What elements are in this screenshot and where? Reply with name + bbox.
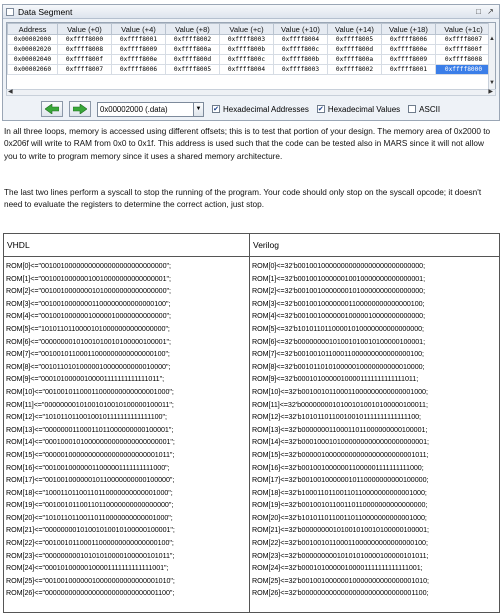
data-segment-title: Data Segment [18,6,73,17]
value-cell[interactable]: 0xffff8003 [274,65,328,75]
verilog-code-line: ROM[24]<=32'b00010100000100001111111111111001; [252,564,423,573]
value-cell[interactable]: 0xffff8000 [436,65,492,75]
data-segment-controls [3,99,499,119]
vhdl-code-line: ROM[7]<="00100101100011000000000000000100"; [6,350,170,359]
hex-addresses-checkbox[interactable] [212,105,309,114]
column-header[interactable]: Value (+0) [58,24,112,35]
verilog-code-column [250,257,499,612]
vhdl-code-line: ROM[13]<="00000001100011011000000000100001"; [6,425,174,434]
table-row [8,45,492,55]
verilog-code-line: ROM[0]<=32'b00100100000000000000000000000000; [252,262,426,270]
window-icon [6,8,14,16]
vhdl-code-line: ROM[23]<="00000000010101010000100000101011"; [6,551,175,560]
verilog-code-line: ROM[22]<=32'b00100101100011000000000000000100; [252,539,428,548]
data-segment-table [7,23,492,75]
verilog-header: Verilog [253,240,279,250]
verilog-code-line: ROM[6]<=32'b00000000101001010010100000100001; [252,337,426,346]
verilog-code-line: ROM[16]<=32'b00100100000011000001111111111000; [252,463,424,472]
verilog-code-line: ROM[18]<=32'b10001101100110110000000000001000; [252,488,427,497]
value-cell[interactable]: 0xffff800b [274,55,328,65]
vhdl-code-line: ROM[12]<="10101101100100101111111111111100"; [6,413,167,422]
vhdl-code-line: ROM[16]<="00100100000011000001111111111000"; [6,463,170,472]
horizontal-scrollbar[interactable] [6,89,496,96]
column-header[interactable]: Value (+18) [382,24,436,35]
vhdl-header: VHDL [4,234,250,256]
vhdl-code-line: ROM[19]<="00100101100110110000000000000000"; [6,501,174,510]
table-row [8,55,492,65]
value-cell[interactable]: 0xffff8001 [382,65,436,75]
checkbox-checked-icon: ✔ [317,106,324,113]
vhdl-code-line: ROM[15]<="00000100000000000000000000001011"; [6,450,175,459]
code-table [3,233,500,613]
vhdl-code-line: ROM[8]<="00101101010000010000000000010000"; [6,362,171,371]
checkbox-checked-icon: ✔ [213,106,219,113]
table-row [8,35,492,45]
value-cell[interactable]: 0xffff8006 [382,35,436,45]
vhdl-code-line: ROM[14]<="00010001010000000000000000000001"; [6,438,175,447]
column-header[interactable]: Value (+8) [166,24,220,35]
vhdl-code-line: ROM[22]<="00100101100011000000000000000100"; [6,539,174,548]
verilog-code-line: ROM[21]<=32'b00000000101001010010100000100001; [252,526,429,535]
value-cell[interactable]: 0xffff800a [328,55,382,65]
paragraph-syscall: The last two lines perform a syscall to stop the running of the program. Your code should only stop on the syscall opcode; it doesn't need to evaluate the registers to determine the correct action, just stop. [4,188,482,210]
ascii-checkbox[interactable] [408,105,440,114]
value-cell[interactable]: 0xffff8007 [58,65,112,75]
value-cell[interactable]: 0xffff8006 [112,65,166,75]
verilog-code-line: ROM[20]<=32'b10101101100110110000000000001000; [252,513,427,522]
vhdl-code-line: ROM[24]<="00010100000100001111111111111001"; [6,564,169,573]
verilog-code-line: ROM[5]<=32'b10101101100001010000000000000000; [252,324,424,333]
value-cell[interactable]: 0xffff8009 [382,55,436,65]
vhdl-code-line: ROM[21]<="00000000101001010010100000100001"; [6,526,175,535]
verilog-code-line: ROM[10]<=32'b00100101100011000000000000001000; [252,387,428,396]
value-cell[interactable]: 0xffff800e [112,55,166,65]
segment-select[interactable]: 0x00002000 (.data) [97,102,194,117]
address-cell[interactable]: 0x00002000 [8,35,58,45]
scroll-down-icon[interactable]: ▼ [489,80,495,86]
value-cell[interactable]: 0xffff8003 [220,35,274,45]
verilog-code-line: ROM[25]<=32'b00100100000010000000000000001010; [252,576,429,585]
scroll-right-icon[interactable]: ▶ [488,89,493,95]
verilog-code-line: ROM[15]<=32'b00000100000000000000000000001011; [252,450,429,459]
hex-addresses-label: Hexadecimal Addresses [223,104,309,114]
vhdl-code-column [4,257,250,612]
arrow-left-icon [45,104,59,114]
value-cell[interactable]: 0xffff8008 [58,45,112,55]
scroll-up-icon[interactable]: ▲ [489,36,495,42]
value-cell[interactable]: 0xffff8009 [112,45,166,55]
column-header[interactable]: Value (+4) [112,24,166,35]
value-cell[interactable]: 0xffff8002 [328,65,382,75]
value-cell[interactable]: 0xffff800e [382,45,436,55]
vhdl-code-line: ROM[17]<="00100100000010110000000000100000"; [6,476,175,485]
value-cell[interactable]: 0xffff8005 [328,35,382,45]
value-cell[interactable]: 0xffff800f [58,55,112,65]
address-cell[interactable]: 0x00002040 [8,55,58,65]
ascii-label: ASCII [419,104,441,114]
vertical-scrollbar[interactable] [488,23,495,90]
vhdl-code-line: ROM[4]<="00100100000010000010000000000000"; [6,312,171,321]
verilog-code-line: ROM[13]<=32'b00000001100011011000000000100001; [252,425,428,434]
value-cell[interactable]: 0xffff800d [328,45,382,55]
detach-icon[interactable]: ↗ [487,7,494,16]
verilog-code-line: ROM[7]<=32'b00100101100011000000000000000100; [252,350,424,359]
hex-values-checkbox[interactable] [317,105,400,114]
value-cell[interactable]: 0xffff8001 [112,35,166,45]
value-cell[interactable]: 0xffff8005 [166,65,220,75]
value-cell[interactable]: 0xffff8004 [220,65,274,75]
hex-values-label: Hexadecimal Values [327,104,401,114]
verilog-code-line: ROM[1]<=32'b00100100000010010000000000000001; [252,274,426,283]
verilog-code-line: ROM[2]<=32'b00100100000001010000000000000000; [252,287,426,296]
vhdl-code-line: ROM[2]<="00100100000001010000000000000000"; [6,287,171,296]
value-cell[interactable]: 0xffff8004 [274,35,328,45]
vhdl-code-line: ROM[25]<="00100100000010000000000000001010"; [6,576,175,585]
vhdl-code-line: ROM[3]<="00100100000001100000000000000100"; [6,299,171,308]
vhdl-code-line: ROM[11]<="00000000101001010010100000100011"; [6,400,174,409]
column-header[interactable]: Value (+1c) [436,24,492,35]
vhdl-code-line: ROM[0]<="00100100000000000000000000000000"; [6,262,171,270]
code-table-header [4,234,499,257]
value-cell[interactable]: 0xffff8008 [436,55,492,65]
address-cell[interactable]: 0x00002060 [8,65,58,75]
verilog-code-line: ROM[9]<=32'b00010100000100001111111111111011; [252,375,419,384]
address-cell[interactable]: 0x00002020 [8,45,58,55]
verilog-code-line: ROM[3]<=32'b00100100000001100000000000000100; [252,299,425,308]
scroll-left-icon[interactable]: ◀ [8,89,13,95]
verilog-code-line: ROM[4]<=32'b00100100000010000010000000000000; [252,312,426,321]
code-table-body [4,257,499,612]
column-header[interactable]: Value (+14) [328,24,382,35]
verilog-code-line: ROM[8]<=32'b00101101010000010000000000010000; [252,362,425,371]
verilog-code-line: ROM[11]<=32'b00000000101001010010100000100011; [252,400,428,409]
verilog-code-line: ROM[19]<=32'b00100101100110110000000000000000; [252,501,428,510]
vhdl-code-line: ROM[10]<="00100101100011000000000000001000"; [6,387,174,396]
previous-button[interactable] [41,101,63,117]
value-cell[interactable]: 0xffff800a [166,45,220,55]
column-header[interactable]: Value (+10) [274,24,328,35]
value-cell[interactable]: 0xffff800d [166,55,220,65]
next-button[interactable] [69,101,91,117]
value-cell[interactable]: 0xffff800f [436,45,492,55]
verilog-code-line: ROM[14]<=32'b00010001010000000000000000000001; [252,438,429,447]
table-row [8,65,492,75]
vhdl-code-line: ROM[1]<="00100100000010010000000000000001"; [6,274,171,283]
paragraph-memory-access: In all three loops, memory is accessed using different offsets; this is to test that portion of your design. The memory area of 0x2000 to 0x206f will write to RAM from 0x0 to 0x1f. This address is used such that the code can be tested also in MARS since it will not allow you to write to program memory since it uses a shared memory architecture. [4,127,491,161]
value-cell[interactable]: 0xffff800c [220,55,274,65]
verilog-code-line: ROM[26]<=32'b00000000000000000000000000001100; [252,589,429,598]
verilog-code-line: ROM[23]<=32'b00000000010101010000100000101011; [252,551,429,560]
vhdl-code-line: ROM[5]<="10101101100001010000000000000000"; [6,324,170,333]
arrow-right-icon [73,104,87,114]
value-cell[interactable]: 0xffff8007 [436,35,492,45]
checkbox-unchecked-icon [408,105,416,113]
vhdl-code-line: ROM[26]<="00000000000000000000000000001100"; [6,589,175,598]
chevron-down-icon[interactable]: ▼ [194,102,204,117]
vhdl-code-line: ROM[20]<="10101101100110110000000000001000"; [6,513,173,522]
value-cell[interactable]: 0xffff8000 [58,35,112,45]
vhdl-code-line: ROM[6]<="00000000101001010010100000100001"; [6,337,171,346]
data-segment-titlebar [3,5,499,19]
vhdl-code-line: ROM[9]<="00010100000100001111111111111011"; [6,375,165,384]
verilog-code-line: ROM[17]<=32'b00100100000010110000000000100000; [252,476,429,485]
data-segment-window [2,4,500,121]
maximize-icon[interactable]: □ [476,7,481,16]
vhdl-code-line: ROM[18]<="10001101100110110000000000001000"; [6,488,173,497]
data-segment-table-wrap [6,22,496,91]
value-cell[interactable]: 0xffff800c [274,45,328,55]
column-header[interactable]: Value (+c) [220,24,274,35]
column-header[interactable]: Address [8,24,58,35]
verilog-code-line: ROM[12]<=32'b10101101100100101111111111111100; [252,413,421,422]
value-cell[interactable]: 0xffff800b [220,45,274,55]
value-cell[interactable]: 0xffff8002 [166,35,220,45]
